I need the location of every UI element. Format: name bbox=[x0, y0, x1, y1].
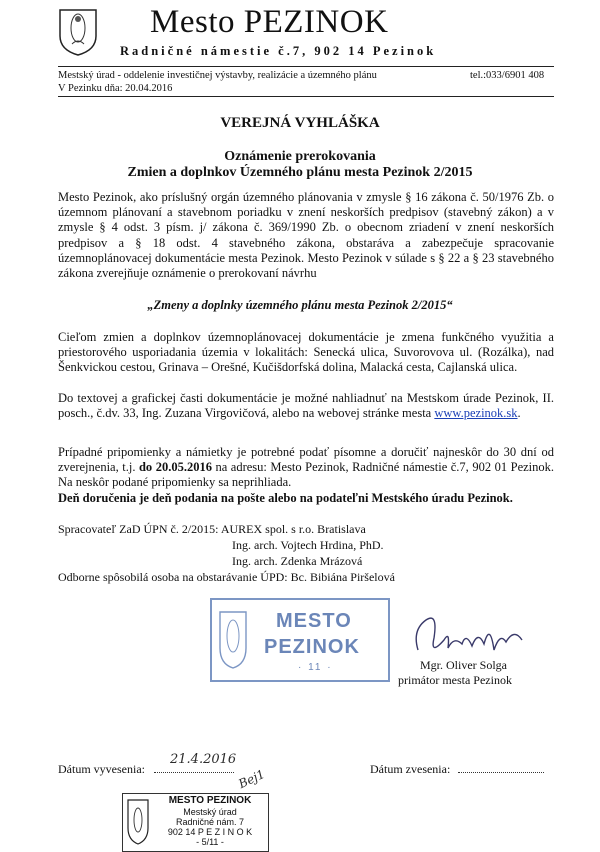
issue-date: V Pezinku dňa: 20.04.2016 bbox=[58, 83, 173, 94]
notice-subtitle-1: Oznámenie prerokovania bbox=[224, 149, 376, 164]
removed-date-line bbox=[458, 772, 544, 773]
notice-subtitle-2: Zmien a doplnkov Územného plánu mesta Pezinok 2/2015 bbox=[127, 165, 473, 180]
processor-architect-1: Ing. arch. Vojtech Hrdina, PhD. bbox=[232, 538, 384, 552]
stamp-line-2: PEZINOK bbox=[264, 636, 360, 658]
office-stamp bbox=[122, 793, 269, 852]
quoted-title: „Zmeny a doplnky územného plánu mesta Pezinok 2/2015“ bbox=[147, 298, 453, 312]
comments-text-a: Prípadné pripomienky a námietky je potrebné podať písomne a doručiť najneskôr do 30 dní od zverejnenia, t.j. bbox=[58, 445, 554, 475]
signer-role: primátor mesta Pezinok bbox=[398, 673, 512, 687]
comments-text-b: na adresu: Mesto Pezinok, Radničné námestie č.7, 902 01 Pezinok. Na neskôr podané pripomienky sa neprihliada. bbox=[58, 460, 555, 490]
stamp-line-1: MESTO bbox=[276, 610, 352, 632]
purpose-paragraph: Cieľom zmien a doplnkov územnoplánovacej dokumentácie je zmena funkčného využitia a priestorového usporiadania územia v lokalitách: Senecká ulica, Suvorovova ul. (Rozálka), nad Šenkvickou cestou, Grinava – Orešné, Kučišdorfská dolina, Malacká cesta, Cajlanská ulica. bbox=[58, 330, 554, 375]
office-stamp-line-1: MESTO PEZINOK bbox=[168, 795, 252, 806]
initials-handwritten: Bej1 bbox=[236, 766, 267, 792]
city-crest-logo bbox=[58, 8, 98, 56]
city-title: Mesto PEZINOK bbox=[150, 4, 389, 40]
inspection-text: Do textovej a grafickej časti dokumentácie je možné nahliadnuť na Mestskom úrade Pezinok, II. posch., č.dv. 33, Ing. Zuzana Virgovičová, alebo na webovej stránke mesta bbox=[58, 391, 554, 421]
office-stamp-line-4: 902 14 P E Z I N O K bbox=[167, 827, 253, 837]
posted-date-line bbox=[154, 772, 234, 773]
office-stamp-crest-icon bbox=[127, 798, 149, 846]
delivery-note: Deň doručenia je deň podania na pošte alebo na podateľni Mestského úradu Pezinok. bbox=[58, 491, 513, 505]
signer-name: Mgr. Oliver Solga bbox=[420, 658, 507, 672]
city-address: Radničné námestie č.7, 902 14 Pezinok bbox=[120, 44, 437, 58]
office-stamp-line-5: - 5/11 - bbox=[196, 837, 224, 847]
posted-date-handwritten: 21.4.2016 bbox=[170, 752, 237, 767]
deadline-date: do 20.05.2016 bbox=[138, 460, 212, 475]
removed-date-label: Dátum zvesenia: bbox=[370, 762, 451, 776]
website-link[interactable]: www.pezinok.sk bbox=[434, 406, 518, 421]
header-rule bbox=[58, 66, 554, 67]
intro-paragraph: Mesto Pezinok, ako príslušný orgán územného plánovania v zmysle § 16 zákona č. 50/1976 Zb. o územnom plánovaní a stavebnom poriadku v znení neskorších predpisov (stavebný zákon) a v zmysle § 4 odst. 3 písm. j/ zákona č. 369/1990 Zb. o obecnom zriadení v znení neskorších predpisov a § 18 odst. 4 stavebného zákona, obstaráva a zabezpečuje spracovanie územnoplánovacej dokumentácie mesta Pezinok. Mesto Pezinok v súlade s § 22 a § 23 stavebného zákona zverejňuje oznámenie o prerokovaní návrhu bbox=[58, 190, 554, 281]
inspection-period: . bbox=[517, 406, 521, 421]
department-line: Mestský úrad - oddelenie investičnej výstavby, realizácie a územného plánu bbox=[58, 70, 377, 81]
posted-date-label: Dátum vyvesenia: bbox=[58, 762, 145, 776]
comments-paragraph bbox=[58, 445, 554, 491]
notice-heading: VEREJNÁ VYHLÁŠKA bbox=[220, 115, 380, 131]
processor-architect-2: Ing. arch. Zdenka Mrázová bbox=[232, 554, 363, 568]
mayor-signature bbox=[410, 610, 530, 665]
phone-number: tel.:033/6901 408 bbox=[470, 70, 545, 81]
office-stamp-line-2: Mestský úrad bbox=[183, 807, 237, 817]
city-stamp bbox=[210, 598, 390, 682]
stamp-line-3: · 11 · bbox=[298, 662, 333, 673]
processor-line: Spracovateľ ZaD ÚPN č. 2/2015: AUREX spol. s r.o. Bratislava bbox=[58, 522, 366, 536]
inspection-paragraph bbox=[58, 391, 554, 421]
header-rule-bottom bbox=[58, 96, 554, 97]
office-stamp-line-3: Radničné nám. 7 bbox=[175, 817, 245, 827]
qualified-person-line: Odborne spôsobilá osoba na obstarávanie ÚPD: Bc. Bibiána Piršelová bbox=[58, 570, 395, 584]
stamp-crest-icon bbox=[218, 608, 248, 670]
